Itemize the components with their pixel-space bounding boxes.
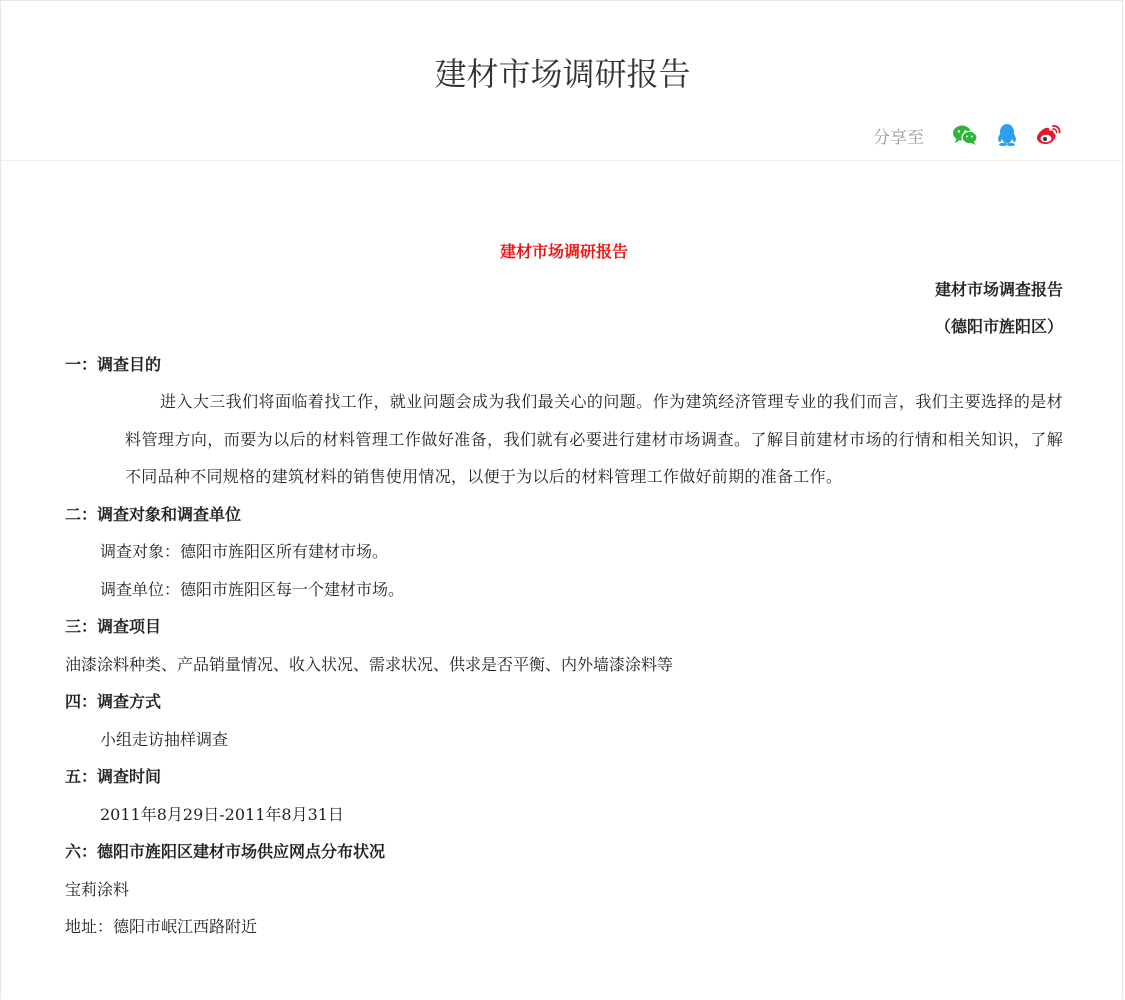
- text-survey-unit: 调查单位：德阳市旌阳区每一个建材市场。: [100, 579, 405, 599]
- article-body: [65, 233, 1063, 946]
- text-survey-method: 小组走访抽样调查: [100, 729, 229, 749]
- section-heading-objects: 二：调查对象和调查单位: [65, 504, 242, 524]
- text-store-address: 地址：德阳市岷江西路附近: [65, 917, 258, 936]
- document-title: 建材市场调研报告: [499, 242, 628, 261]
- section-heading-items: 三：调查项目: [65, 617, 162, 636]
- section-heading-distribution: 六：德阳市旌阳区建材市场供应网点分布状况: [65, 842, 386, 861]
- text-store-name: 宝莉涂料: [65, 879, 130, 899]
- article-header: [1, 1, 1123, 161]
- text-survey-time: 2011年8月29日-2011年8月31日: [100, 804, 344, 824]
- text-survey-object: 调查对象：德阳市旌阳区所有建材市场。: [100, 542, 389, 561]
- section-heading-purpose: 一：调查目的: [65, 354, 162, 374]
- wechat-icon: [952, 124, 978, 146]
- page-title: 建材市场调研报告: [434, 55, 691, 93]
- document-subtitle: 建材市场调查报告: [934, 279, 1063, 299]
- paragraph-purpose: 进入大三我们将面临着找工作，就业问题会成为我们最关心的问题。作为建筑经济管理专业的我们而言，我们主要选择的是材料管理方向，而要为以后的材料管理工作做好准备，我们就有必要进行建材市场调查。了解目前建材市场的行情和相关知识，了解不同品种不同规格的建筑材料的销售使用情况，以便于为以后的材料管理工作做好前期的准备工作。: [125, 392, 1063, 486]
- share-bar: [873, 119, 1064, 151]
- share-weibo-button[interactable]: [1034, 120, 1064, 150]
- share-qq-button[interactable]: [992, 120, 1022, 150]
- document-region: （德阳市旌阳区）: [934, 317, 1063, 336]
- text-survey-items: 油漆涂料种类、产品销量情况、收入状况、需求状况、供求是否平衡、内外墙漆涂料等: [65, 654, 674, 674]
- weibo-icon: [1036, 124, 1062, 146]
- share-wechat-button[interactable]: [950, 120, 980, 150]
- qq-icon: [996, 123, 1018, 147]
- section-heading-method: 四：调查方式: [65, 692, 162, 711]
- section-heading-time: 五：调查时间: [65, 767, 162, 786]
- share-label: 分享至: [873, 127, 924, 148]
